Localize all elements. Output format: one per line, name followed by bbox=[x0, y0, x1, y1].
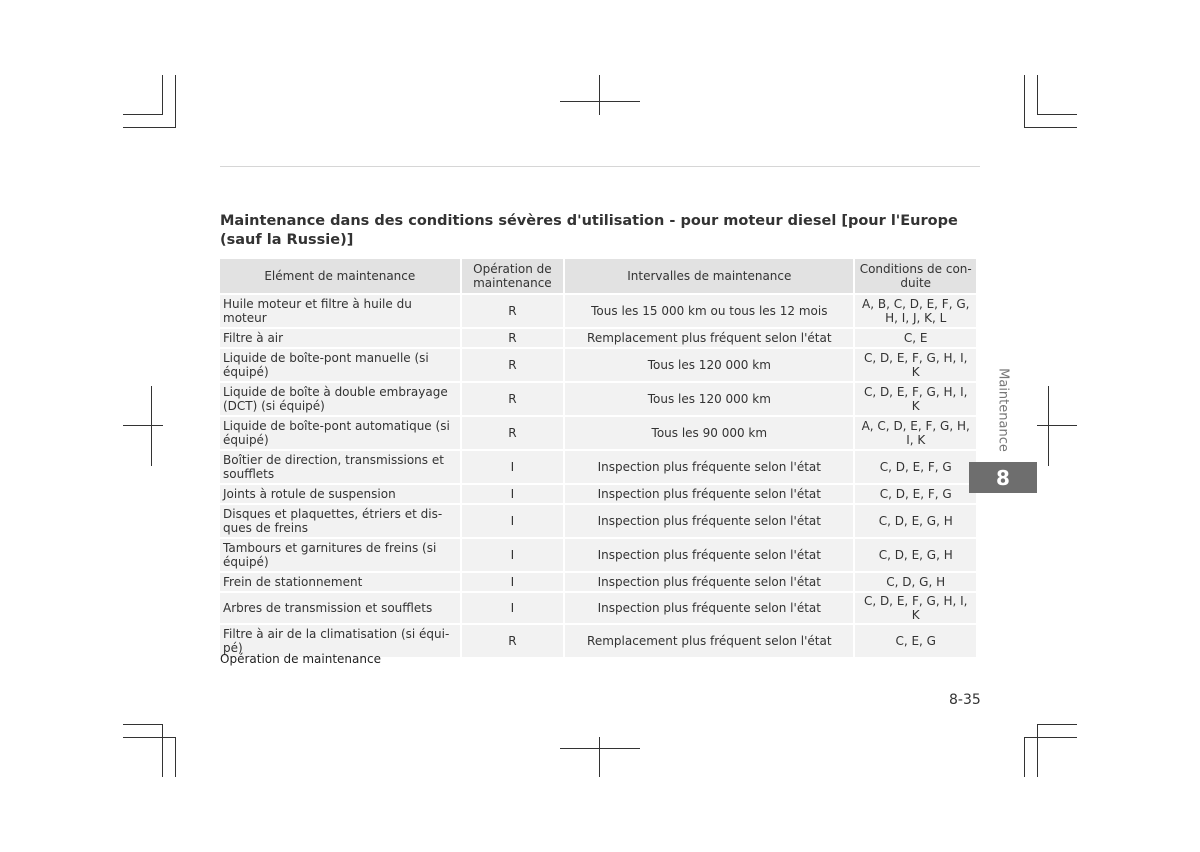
table-cell: Frein de stationnement bbox=[220, 573, 460, 591]
table-cell: Inspection plus fréquente selon l'état bbox=[565, 451, 853, 483]
table-cell: Liquide de boîte-pont automatique (si équipé) bbox=[220, 417, 460, 449]
table-cell: R bbox=[462, 295, 564, 327]
table-cell: R bbox=[462, 349, 564, 381]
column-header: Intervalles de maintenance bbox=[565, 259, 853, 293]
table-row bbox=[220, 349, 976, 381]
table-cell: Tambours et garnitures de freins (si équipé) bbox=[220, 539, 460, 571]
table-cell: Inspection plus fréquente selon l'état bbox=[565, 505, 853, 537]
footnote: Opération de maintenance bbox=[220, 652, 381, 666]
table-row bbox=[220, 485, 976, 503]
table-cell: R bbox=[462, 417, 564, 449]
table-cell: Remplacement plus fréquent selon l'état bbox=[565, 625, 853, 657]
table-cell: A, C, D, E, F, G, H, I, K bbox=[855, 417, 976, 449]
table-cell: C, D, E, F, G bbox=[855, 451, 976, 483]
table-cell: Inspection plus fréquente selon l'état bbox=[565, 573, 853, 591]
table-cell: C, E bbox=[855, 329, 976, 347]
table-cell: A, B, C, D, E, F, G, H, I, J, K, L bbox=[855, 295, 976, 327]
column-header: Elément de maintenance bbox=[220, 259, 460, 293]
table-row bbox=[220, 539, 976, 571]
table-cell: Filtre à air de la climatisation (si équi-pé) bbox=[220, 625, 460, 657]
table-cell: Joints à rotule de suspension bbox=[220, 485, 460, 503]
table-cell: Inspection plus fréquente selon l'état bbox=[565, 593, 853, 623]
page-number: 8-35 bbox=[949, 692, 981, 708]
table-cell: C, D, E, F, G, H, I, K bbox=[855, 593, 976, 623]
table-row bbox=[220, 417, 976, 449]
table-cell: I bbox=[462, 505, 564, 537]
table-cell: Huile moteur et filtre à huile du moteur bbox=[220, 295, 460, 327]
table-row bbox=[220, 451, 976, 483]
table-row bbox=[220, 295, 976, 327]
table-cell: Tous les 15 000 km ou tous les 12 mois bbox=[565, 295, 853, 327]
table-cell: Tous les 120 000 km bbox=[565, 349, 853, 381]
table-cell: Tous les 120 000 km bbox=[565, 383, 853, 415]
table-cell: Filtre à air bbox=[220, 329, 460, 347]
table-cell: C, D, E, F, G bbox=[855, 485, 976, 503]
table-cell: R bbox=[462, 329, 564, 347]
table-cell: Tous les 90 000 km bbox=[565, 417, 853, 449]
table-cell: R bbox=[462, 383, 564, 415]
table-cell: I bbox=[462, 539, 564, 571]
table-cell: Liquide de boîte-pont manuelle (si équipé) bbox=[220, 349, 460, 381]
table-cell: C, E, G bbox=[855, 625, 976, 657]
chapter-tab: 8 bbox=[969, 462, 1037, 493]
table-row bbox=[220, 593, 976, 623]
table-header-row bbox=[220, 259, 976, 293]
column-header: Opération de maintenance bbox=[462, 259, 564, 293]
table-cell: I bbox=[462, 593, 564, 623]
table-cell: Inspection plus fréquente selon l'état bbox=[565, 539, 853, 571]
table-cell: I bbox=[462, 451, 564, 483]
table-cell: C, D, E, F, G, H, I, K bbox=[855, 349, 976, 381]
table-cell: C, D, E, G, H bbox=[855, 505, 976, 537]
table-cell: Remplacement plus fréquent selon l'état bbox=[565, 329, 853, 347]
table-row bbox=[220, 329, 976, 347]
table-cell: Liquide de boîte à double embrayage (DCT) (si équipé) bbox=[220, 383, 460, 415]
maintenance-table bbox=[218, 257, 978, 659]
table-row bbox=[220, 505, 976, 537]
table-cell: Disques et plaquettes, étriers et dis-ques de freins bbox=[220, 505, 460, 537]
table-cell: Arbres de transmission et soufflets bbox=[220, 593, 460, 623]
section-title: Maintenance dans des conditions sévères d'utilisation - pour moteur diesel [pour l'Europe (sauf la Russie)] bbox=[220, 213, 958, 248]
table-cell: I bbox=[462, 485, 564, 503]
column-header: Conditions de con-duite bbox=[855, 259, 976, 293]
table-cell: Inspection plus fréquente selon l'état bbox=[565, 485, 853, 503]
table-row bbox=[220, 383, 976, 415]
table-cell: I bbox=[462, 573, 564, 591]
table-row bbox=[220, 573, 976, 591]
table-cell: C, D, G, H bbox=[855, 573, 976, 591]
table-cell: C, D, E, F, G, H, I, K bbox=[855, 383, 976, 415]
table-cell: Boîtier de direction, transmissions et soufflets bbox=[220, 451, 460, 483]
table-cell: C, D, E, G, H bbox=[855, 539, 976, 571]
header-rule bbox=[220, 166, 980, 167]
table-cell: R bbox=[462, 625, 564, 657]
chapter-side-label: Maintenance bbox=[995, 368, 1011, 452]
